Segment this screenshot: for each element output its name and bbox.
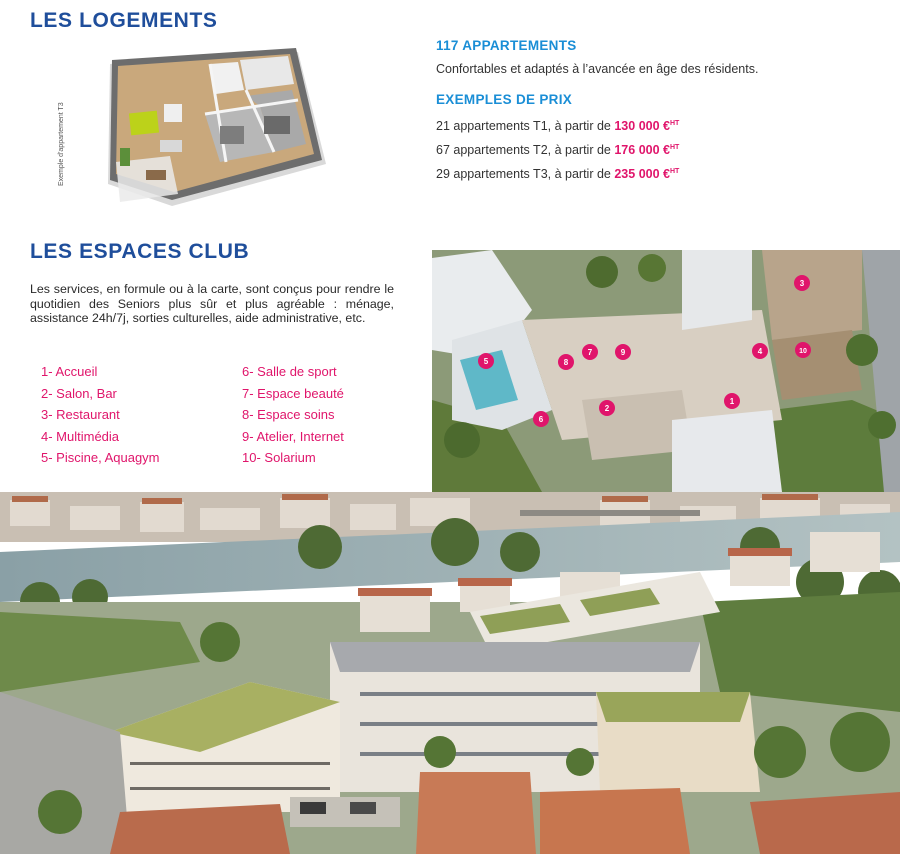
price-item-text: 29 appartements T3, à partir de xyxy=(436,167,615,182)
logements-info xyxy=(436,38,886,184)
price-item-text: 67 appartements T2, à partir de xyxy=(436,143,615,158)
prix-heading: EXEMPLES DE PRIX xyxy=(436,92,573,107)
price-amount: 176 000 € xyxy=(614,143,670,158)
marker-label: 1 xyxy=(729,397,735,406)
price-item xyxy=(436,136,886,160)
club-spaces-cutaway-image xyxy=(432,250,900,492)
marker-2 xyxy=(599,400,615,416)
price-item xyxy=(436,160,886,184)
marker-10 xyxy=(795,342,811,358)
club-legend xyxy=(41,364,401,472)
plan-caption: Exemple d'appartement T3 xyxy=(58,102,65,186)
legend-item: 9- Atelier, Internet xyxy=(242,428,344,444)
price-list xyxy=(436,112,886,184)
residence-aerial-photo xyxy=(0,492,900,854)
marker-3 xyxy=(794,275,810,291)
marker-8 xyxy=(558,354,574,370)
club-description: Les services, en formule ou à la carte, sont conçus pour rendre le quotidien des Seniors plus sûr et plus agréable : ménage, assistance 24h/7j, sorties culturelles, aide administrative, etc. xyxy=(30,282,394,325)
legend-item: 4- Multimédia xyxy=(41,428,120,444)
legend-item: 6- Salle de sport xyxy=(242,364,337,379)
marker-label: 7 xyxy=(587,348,593,357)
marker-5 xyxy=(478,353,494,369)
price-tax-label: HT xyxy=(669,120,680,127)
logements-title: LES LOGEMENTS xyxy=(30,9,218,32)
legend-item: 10- Solarium xyxy=(242,450,316,465)
legend-item: 7- Espace beauté xyxy=(242,385,344,401)
legend-item: 1- Accueil xyxy=(41,364,98,379)
price-item xyxy=(436,112,886,136)
appartements-heading: 117 APPARTEMENTS xyxy=(436,38,577,53)
club-title: LES ESPACES CLUB xyxy=(30,240,250,263)
price-item-text: 21 appartements T1, à partir de xyxy=(436,119,615,134)
price-tax-label: HT xyxy=(669,144,680,151)
price-amount: 235 000 € xyxy=(614,167,670,182)
marker-label: 9 xyxy=(620,348,626,357)
price-amount: 130 000 € xyxy=(614,119,670,134)
marker-9 xyxy=(615,344,631,360)
marker-label: 5 xyxy=(483,357,489,366)
price-tax-label: HT xyxy=(669,168,680,175)
legend-item: 8- Espace soins xyxy=(242,407,335,422)
marker-7 xyxy=(582,344,598,360)
marker-label: 3 xyxy=(799,279,805,288)
marker-1 xyxy=(724,393,740,409)
marker-label: 8 xyxy=(563,358,569,367)
marker-6 xyxy=(533,411,549,427)
marker-label: 2 xyxy=(604,404,610,413)
appartements-text: Confortables et adaptés à l’avancée en âge des résidents. xyxy=(436,62,759,76)
legend-item: 5- Piscine, Aquagym xyxy=(41,450,160,465)
apartment-floorplan-image xyxy=(60,44,340,209)
marker-label: 10 xyxy=(799,348,807,355)
marker-label: 4 xyxy=(757,347,763,356)
legend-item: 2- Salon, Bar xyxy=(41,385,117,401)
marker-label: 6 xyxy=(538,415,544,424)
marker-4 xyxy=(752,343,768,359)
legend-item: 3- Restaurant xyxy=(41,407,120,422)
